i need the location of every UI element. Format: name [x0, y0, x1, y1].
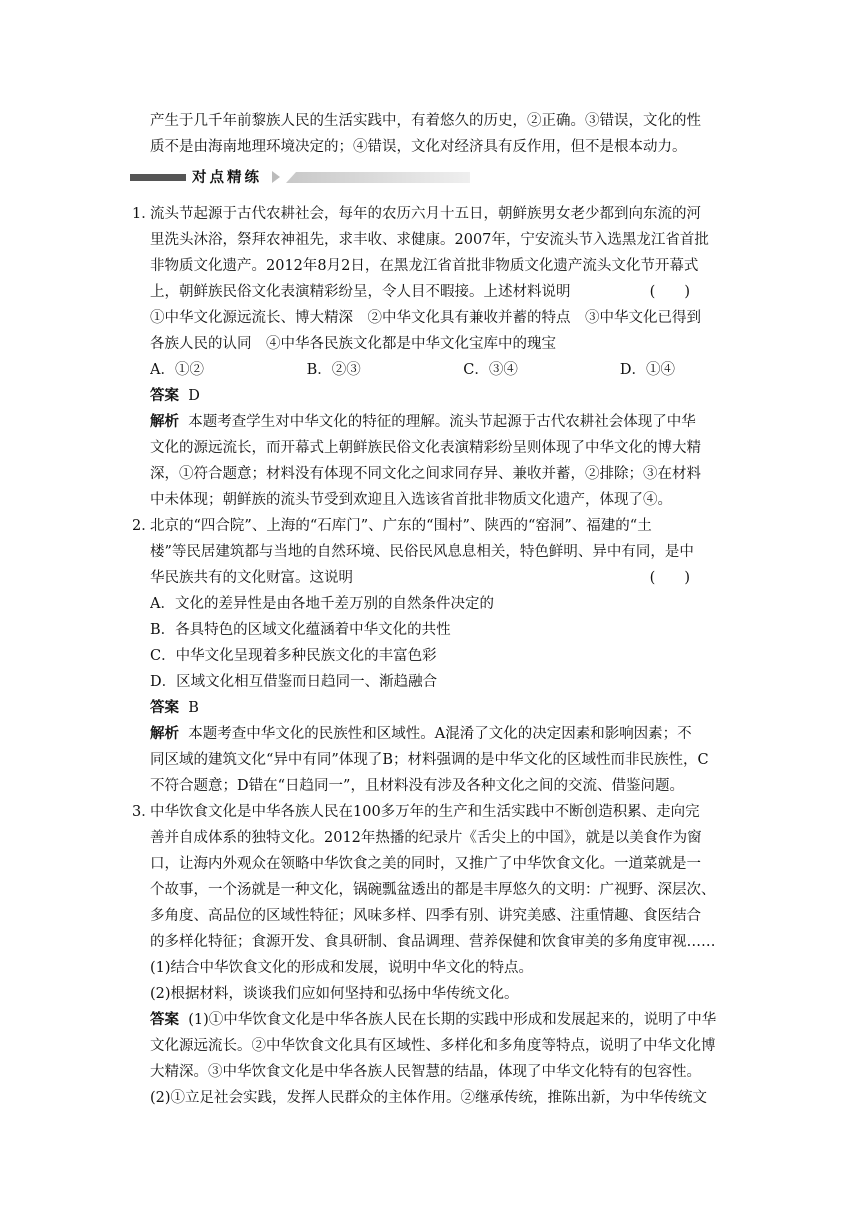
- sub-question: (1)结合中华饮食文化的形成和发展，说明中华文化的特点。: [150, 960, 534, 976]
- question-text-end: 上，朝鲜族民俗文化表演精彩纷呈，令人目不暇接。上述材料说明: [150, 284, 571, 300]
- statement-line: ①中华文化源远流长、博大精深 ②中华文化具有兼收并蓄的特点 ③中华文化已得到: [150, 310, 701, 326]
- analysis-text: 本题考查学生对中华文化的特征的理解。流头节起源于古代农耕社会体现了中华: [188, 414, 696, 430]
- answer-line: [150, 383, 730, 409]
- question-text: 里洗头沐浴，祭拜农神祖先，求丰收、求健康。2007年，宁安流头节入选黑龙江省首批: [150, 232, 709, 248]
- analysis-text: 同区域的建筑文化“异中有同”体现了B；材料强调的是中华文化的区域性而非民族性，C: [150, 752, 709, 768]
- answer-value: B: [188, 700, 199, 716]
- section-bar-left: [130, 174, 186, 181]
- question-text: 中华饮食文化是中华各族人民在100多万年的生产和生活实践中不断创造积累、走向完: [150, 804, 700, 820]
- section-title: 对点精练: [192, 170, 262, 186]
- answer-line: [150, 1007, 730, 1033]
- analysis-label: 解析: [150, 413, 179, 430]
- analysis-text: 不符合题意；D错在“日趋同一”，且材料没有涉及各种文化之间的交流、借鉴问题。: [150, 778, 684, 794]
- answer-blank: ( ): [649, 284, 690, 300]
- question-text-end: 华民族共有的文化财富。这说明: [150, 570, 353, 586]
- sub-question: (2)根据材料，谈谈我们应如何坚持和弘扬中华传统文化。: [150, 986, 519, 1002]
- option-a: A．文化的差异性是由各地千差万别的自然条件决定的: [150, 596, 494, 612]
- analysis-label: 解析: [150, 725, 179, 742]
- question-text: 北京的“四合院”、上海的“石库门”、广东的“围村”、陕西的“窑洞”、福建的“土: [150, 518, 652, 534]
- analysis-text: 文化的源远流长，而开幕式上朝鲜族民俗文化表演精彩纷呈则体现了中华文化的博大精: [150, 440, 701, 456]
- option-c: C．③④: [463, 362, 518, 378]
- chevron-right-icon: [272, 171, 280, 183]
- option-b: B．②③: [306, 362, 361, 378]
- answer-text: (1)①中华饮食文化是中华各族人民在长期的实践中形成和发展起来的，说明了中华: [188, 1012, 717, 1028]
- question-number: 3．: [132, 804, 156, 820]
- analysis-line: [150, 721, 730, 747]
- answer-label: 答案: [150, 699, 179, 716]
- question-text: 的多样化特征；食源开发、食具研制、食品调理、营养保健和饮食审美的多角度审视……: [150, 934, 716, 950]
- answer-label: 答案: [150, 387, 179, 404]
- question-text: 楼”等民居建筑都与当地的自然环境、民俗民风息息相关，特色鲜明、异中有同，是中: [150, 544, 694, 560]
- option-d: D．①④: [619, 362, 675, 378]
- question-text: [150, 279, 730, 305]
- question-text: 多角度、高品位的区域性特征；风味多样、四季有别、讲究美感、注重情趣、食医结合: [150, 908, 701, 924]
- question-number: 1．: [132, 206, 156, 222]
- section-header: [130, 170, 470, 184]
- options-row: [150, 357, 730, 383]
- question-text: 个故事，一个汤就是一种文化，锅碗瓢盆透出的都是丰厚悠久的文明：广视野、深层次、: [150, 882, 716, 898]
- question-number: 2．: [132, 518, 156, 534]
- intro-line: 产生于几千年前黎族人民的生活实践中，有着悠久的历史，②正确。③错误，文化的性: [150, 113, 701, 129]
- analysis-text: 中未体现；朝鲜族的流头节受到欢迎且入选该省首批非物质文化遗产，体现了④。: [150, 492, 672, 508]
- analysis-line: [150, 409, 730, 435]
- answer-text: 大精深。③中华饮食文化是中华各族人民智慧的结晶，体现了中华文化特有的包容性。: [150, 1064, 701, 1080]
- option-b: B．各具特色的区域文化蕴涵着中华文化的共性: [150, 622, 451, 638]
- statement-line: 各族人民的认同 ④中华各民族文化都是中华文化宝库中的瑰宝: [150, 336, 556, 352]
- answer-blank: ( ): [649, 570, 690, 586]
- option-d: D．区域文化相互借鉴而日趋同一、渐趋融合: [150, 674, 438, 690]
- option-c: C．中华文化呈现着多种民族文化的丰富色彩: [150, 648, 437, 664]
- question-text: 流头节起源于古代农耕社会，每年的农历六月十五日，朝鲜族男女老少都到向东流的河: [150, 206, 701, 222]
- analysis-text: 本题考查中华文化的民族性和区域性。A混淆了文化的决定因素和影响因素；不: [188, 726, 692, 742]
- intro-line: 质不是由海南地理环境决定的；④错误，文化对经济具有反作用，但不是根本动力。: [150, 139, 687, 155]
- option-a: A．①②: [150, 362, 204, 378]
- question-text: 善并自成体系的独特文化。2012年热播的纪录片《舌尖上的中国》，就是以美食作为窗: [150, 830, 702, 846]
- answer-line: [150, 695, 730, 721]
- answer-text: 文化源远流长。②中华饮食文化具有区域性、多样化和多角度等特点，说明了中华文化博: [150, 1038, 716, 1054]
- answer-label: 答案: [150, 1011, 179, 1028]
- analysis-text: 深，①符合题意；材料没有体现不同文化之间求同存异、兼收并蓄，②排除；③在材料: [150, 466, 701, 482]
- question-text: [150, 565, 730, 591]
- answer-text: (2)①立足社会实践，发挥人民群众的主体作用。②继承传统，推陈出新，为中华传统文: [150, 1090, 708, 1106]
- question-text: 口，让海内外观众在领略中华饮食之美的同时，又推广了中华饮食文化。一道菜就是一: [150, 856, 701, 872]
- answer-value: D: [188, 388, 200, 404]
- question-text: 非物质文化遗产。2012年8月2日，在黑龙江省首批非物质文化遗产流头文化节开幕式: [150, 258, 699, 274]
- section-bar-right: [286, 172, 470, 183]
